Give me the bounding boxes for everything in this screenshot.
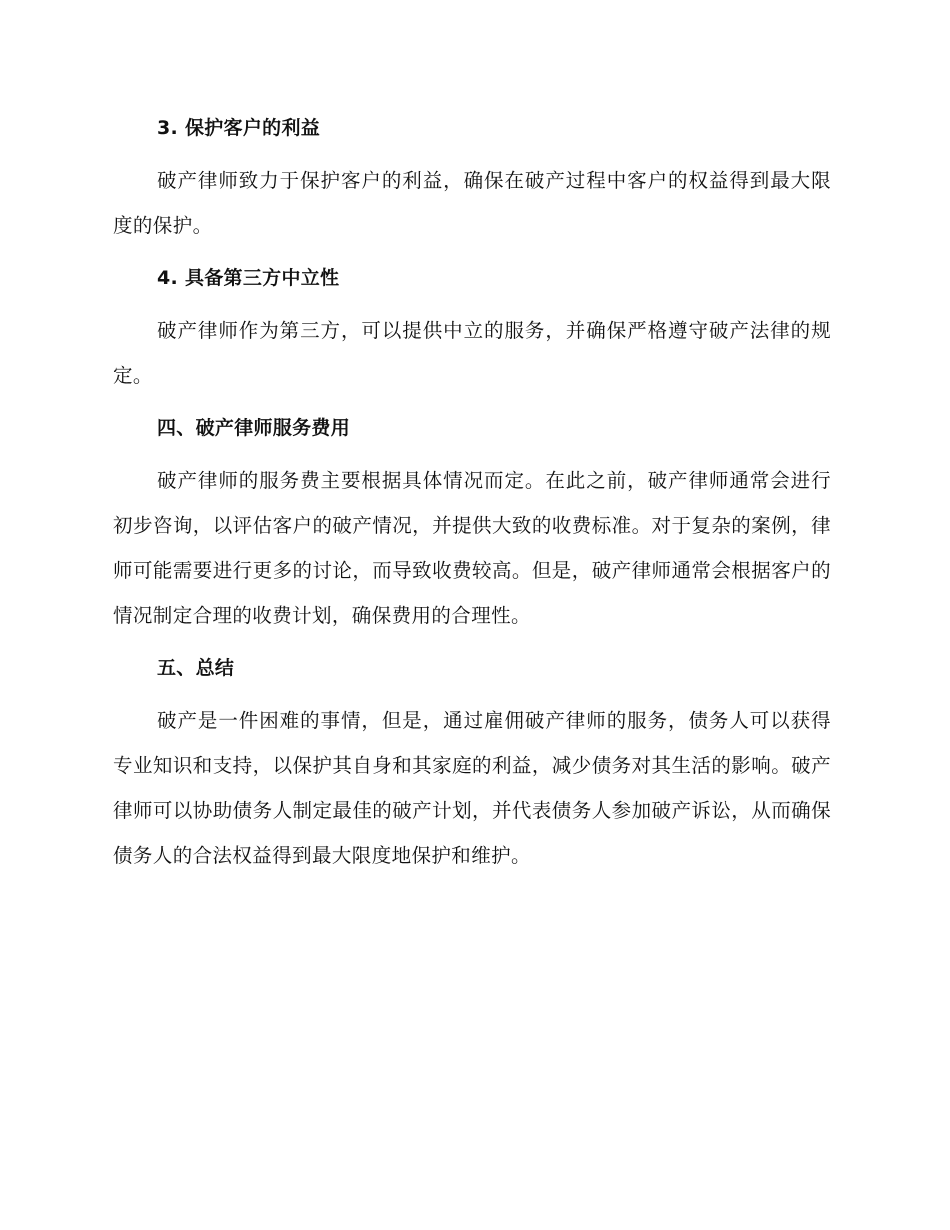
section-summary (113, 652, 831, 878)
section-service-fees (113, 412, 831, 652)
section-heading: 3. 保护客户的利益 (157, 117, 321, 139)
document-page (113, 112, 831, 878)
section-heading: 四、破产律师服务费用 (157, 417, 351, 439)
section-heading: 五、总结 (157, 657, 235, 679)
section-paragraph: 破产律师致力于保护客户的利益，确保在破产过程中客户的权益得到最大限度的保护。 (113, 169, 831, 237)
section-third-party-neutrality (113, 262, 831, 412)
section-paragraph: 破产律师的服务费主要根据具体情况而定。在此之前，破产律师通常会进行初步咨询，以评估客户的破产情况，并提供大致的收费标准。对于复杂的案例，律师可能需要进行更多的讨论，而导致收费较高。但是，破产律师通常会根据客户的情况制定合理的收费计划，确保费用的合理性。 (113, 469, 831, 627)
section-protect-client (113, 112, 831, 262)
section-paragraph: 破产律师作为第三方，可以提供中立的服务，并确保严格遵守破产法律的规定。 (113, 319, 831, 387)
section-paragraph: 破产是一件困难的事情，但是，通过雇佣破产律师的服务，债务人可以获得专业知识和支持，以保护其自身和其家庭的利益，减少债务对其生活的影响。破产律师可以协助债务人制定最佳的破产计划，并代表债务人参加破产诉讼，从而确保债务人的合法权益得到最大限度地保护和维护。 (113, 709, 831, 867)
section-heading: 4. 具备第三方中立性 (157, 267, 340, 289)
